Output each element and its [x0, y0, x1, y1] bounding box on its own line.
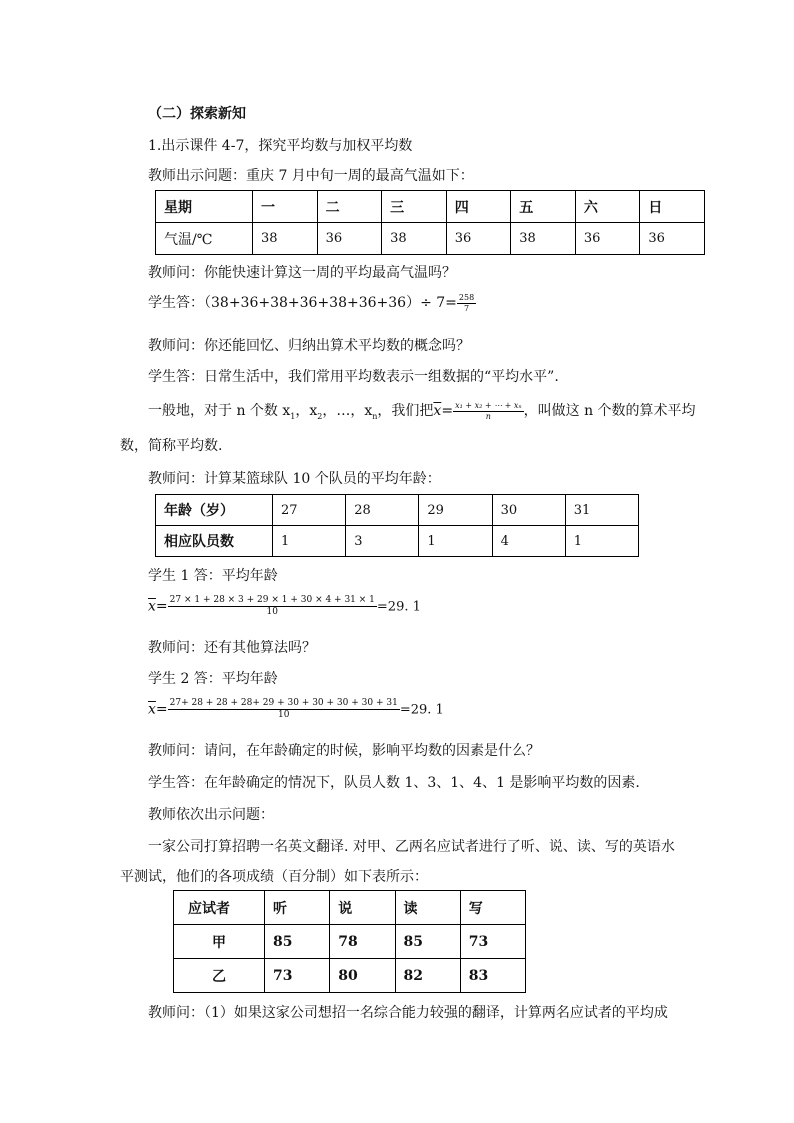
weather-header-cell: 六 [575, 191, 640, 223]
age-cell: 30 [492, 495, 565, 526]
weather-value-cell: 38 [382, 223, 447, 255]
score-header-cell: 应试者 [174, 891, 265, 925]
x-bar-symbol: $\overline{x}$ [148, 598, 156, 615]
age-cell: 29 [419, 495, 492, 526]
fraction-numerator: x₁ + x₂ + ⋯ + xₙ [455, 400, 522, 410]
weather-header-cell: 五 [511, 191, 576, 223]
question-factor: 教师问：请问，在年龄确定的时候，影响平均数的因素是什么？ [148, 743, 540, 759]
student-2-formula: $\overline{x}=$ $\frac{27+ 28 + 28 + 28+ 29 + 30 + 30 + 30 + 30 + 31}{10}$ =29. 1 [148, 698, 444, 720]
weather-value-cell: 36 [575, 223, 640, 255]
weather-row-label: 气温/℃ [156, 223, 253, 255]
count-cell: 3 [346, 526, 419, 557]
student-1-fraction [168, 596, 377, 617]
weather-header-cell: 日 [640, 191, 705, 223]
definition-text: ，x [295, 403, 318, 419]
fraction-numerator: 27 × 1 + 28 × 3 + 29 × 1 + 30 × 4 + 31 × 1 [169, 595, 375, 605]
candidate-name: 甲 [174, 925, 265, 959]
age-cell: 31 [565, 495, 638, 526]
score-cell: 73 [460, 925, 525, 959]
subscript: 1 [290, 411, 296, 421]
fraction-denominator: 7 [464, 303, 470, 313]
weather-header-cell: 二 [317, 191, 382, 223]
question-other-method: 教师问：还有其他算法吗？ [148, 640, 316, 656]
score-cell: 85 [265, 925, 330, 959]
fraction-numerator: 258 [458, 292, 475, 302]
answer-daily-life: 学生答：日常生活中，我们常用平均数表示一组数据的“平均水平”. [148, 369, 559, 385]
fraction-denominator: 10 [278, 710, 290, 720]
score-header-cell: 写 [460, 891, 525, 925]
question-recall: 教师问：你还能回忆、归纳出算术平均数的概念吗？ [148, 338, 470, 354]
question-last: 教师问：（1）如果这家公司想招一名综合能力较强的翻译，计算两名应试者的平均成 [148, 1005, 668, 1021]
student-1-result: =29. 1 [376, 599, 421, 615]
company-problem-line-2: 平测试，他们的各项成绩（百分制）如下表所示： [120, 869, 428, 885]
age-cell: 28 [346, 495, 419, 526]
weather-table [155, 190, 705, 255]
student-2-fraction [168, 699, 400, 720]
section-heading: （二）探索新知 [148, 106, 246, 122]
weather-value-cell: 36 [317, 223, 382, 255]
age-row-label: 年龄（岁） [156, 495, 273, 526]
weather-value-cell: 36 [640, 223, 705, 255]
step-1: 1.出示课件 4-7，探究平均数与加权平均数 [148, 138, 413, 154]
score-cell: 83 [460, 959, 525, 993]
weather-header-cell: 三 [382, 191, 447, 223]
definition-text: 一般地，对于 n 个数 x [148, 403, 291, 419]
score-cell: 82 [395, 959, 460, 993]
candidate-name: 乙 [174, 959, 265, 993]
subscript: 2 [317, 411, 323, 421]
count-cell: 1 [273, 526, 346, 557]
score-cell: 78 [330, 925, 395, 959]
weather-value-cell: 38 [253, 223, 318, 255]
weather-header-cell: 四 [446, 191, 511, 223]
question-basketball: 教师问：计算某篮球队 10 个队员的平均年龄： [148, 471, 441, 487]
score-header-cell: 读 [395, 891, 460, 925]
answer-fraction [457, 294, 476, 313]
student-2-answer: 学生 2 答：平均年龄 [148, 671, 278, 687]
count-cell: 4 [492, 526, 565, 557]
definition-line-1: 一般地，对于 n 个数 $x_1$，$x_2$，…，$x_n$，我们把$\overline{x}=$ $\frac{\text{x₁ + x₂ + ⋯ + xₙ}}{n}$ ，叫做这 n 个数的算术平均 [148, 400, 696, 421]
definition-text: ，…，x [322, 403, 373, 419]
fraction-numerator: 27+ 28 + 28 + 28+ 29 + 30 + 30 + 30 + 30 + 31 [169, 698, 398, 708]
weather-header-cell: 星期 [156, 191, 253, 223]
fraction-denominator: n [485, 411, 491, 421]
subscript: n [372, 411, 378, 421]
score-header-cell: 说 [330, 891, 395, 925]
fraction-denominator: 10 [266, 607, 278, 617]
count-row-label: 相应队员数 [156, 526, 273, 557]
definition-fraction [453, 402, 524, 421]
score-table [173, 890, 526, 993]
definition-line-2: 数，简称平均数. [120, 438, 223, 454]
age-table [155, 494, 639, 557]
age-cell: 27 [273, 495, 346, 526]
definition-text: ，我们把 [377, 403, 434, 419]
weather-value-cell: 36 [446, 223, 511, 255]
score-cell: 85 [395, 925, 460, 959]
question-fast-calc: 教师问：你能快速计算这一周的平均最高气温吗？ [148, 265, 456, 281]
answer-average [148, 292, 476, 313]
student-1-answer: 学生 1 答：平均年龄 [148, 568, 278, 584]
answer-average-text: 学生答：（38+36+38+36+38+36+36）÷ 7= [148, 295, 457, 311]
weather-header-cell: 一 [253, 191, 318, 223]
score-cell: 73 [265, 959, 330, 993]
weather-value-cell: 38 [511, 223, 576, 255]
definition-text: ，叫做这 n 个数的算术平均 [523, 403, 696, 419]
count-cell: 1 [565, 526, 638, 557]
score-cell: 80 [330, 959, 395, 993]
student-1-formula: $\overline{x}=$ $\frac{27 \times 1 + 28 \times 3 + 29 \times 1 + 30 \times 4 + 31 \times 1}{10}$ =29. 1 [148, 595, 421, 617]
teacher-next: 教师依次出示问题： [148, 807, 274, 823]
x-bar-symbol: $\overline{x}$ [433, 403, 442, 419]
company-problem-line-1: 一家公司打算招聘一名英文翻译. 对甲、乙两名应试者进行了听、说、读、写的英语水 [148, 839, 675, 855]
student-2-result: =29. 1 [399, 702, 444, 718]
x-bar-symbol: $\overline{x}$ [148, 701, 156, 718]
score-header-cell: 听 [265, 891, 330, 925]
count-cell: 1 [419, 526, 492, 557]
weather-intro: 教师出示问题：重庆 7 月中旬一周的最高气温如下： [148, 168, 474, 184]
answer-factor: 学生答：在年龄确定的情况下，队员人数 1、3、1、4、1 是影响平均数的因素. [148, 775, 640, 791]
